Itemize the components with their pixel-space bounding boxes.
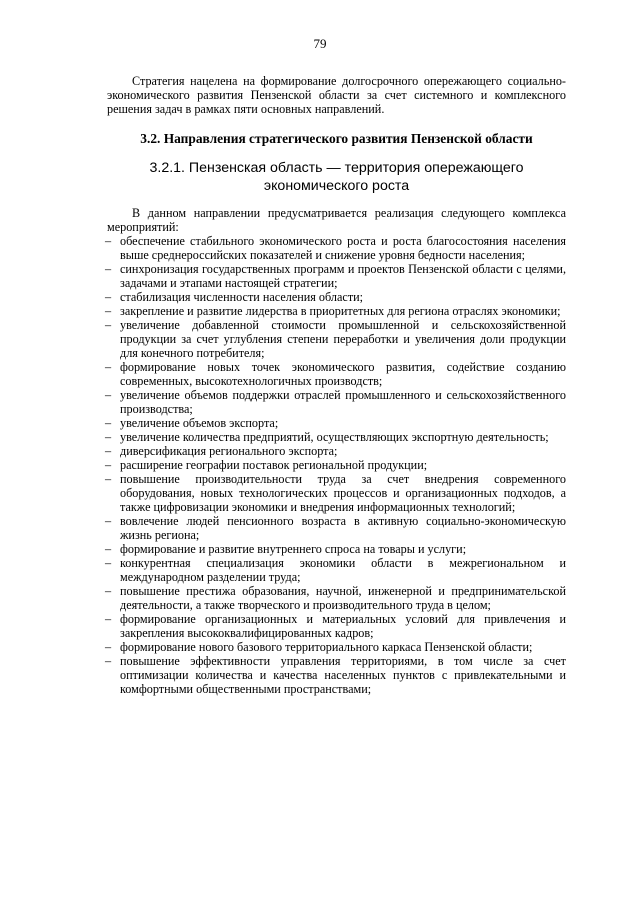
list-item [107,640,566,654]
bullet-dash: – [105,262,112,276]
list-item-text: вовлечение людей пенсионного возраста в активную социально-экономическую жизнь региона; [120,514,566,542]
bullet-dash: – [105,612,112,626]
list-item-text: увеличение добавленной стоимости промышленной и сельскохозяйственной продукции за счет углубления степени переработки и увеличения доли продукции для конечного потребителя; [120,318,566,360]
list-item [107,654,566,696]
list-item-text: повышение престижа образования, научной, инженерной и предпринимательской деятельности, а также творческого и производительного труда в целом; [120,584,566,612]
list-item [107,542,566,556]
list-item [107,584,566,612]
list-item-text: стабилизация численности населения области; [120,290,364,304]
list-item [107,556,566,584]
section-heading: 3.2. Направления стратегического развития Пензенской области [140,131,533,146]
list-item-text: обеспечение стабильного экономического роста и роста благосостояния населения выше среднероссийских показателей и снижение уровня бедности населения; [120,234,566,262]
list-item [107,612,566,640]
list-item [107,304,566,318]
list-item-text: расширение географии поставок региональной продукции; [120,458,428,472]
list-item-text: формирование организационных и материальных условий для привлечения и закрепления высококвалифицированных кадров; [120,612,566,640]
list-item-text: синхронизация государственных программ и проектов Пензенской области с целями, задачами и этапами настоящей стратегии; [120,262,566,290]
bullet-dash: – [105,458,112,472]
bullet-dash: – [105,430,112,444]
bullet-dash: – [105,542,112,556]
bullet-dash: – [105,556,112,570]
list-item [107,290,566,304]
bullet-dash: – [105,654,112,668]
document-body [107,74,566,696]
list-item [107,262,566,290]
measures-list [107,234,566,696]
list-item-text: формирование и развитие внутреннего спроса на товары и услуги; [120,542,467,556]
list-item-text: конкурентная специализация экономики области в межрегиональном и международном разделении труда; [120,556,566,584]
bullet-dash: – [105,472,112,486]
list-item-text: повышение эффективности управления территориями, в том числе за счет оптимизации количества и качества населенных пунктов с привлекательными и комфортными общественными пространствами; [120,654,566,696]
list-item-text: повышение производительности труда за счет внедрения современного оборудования, новых технологических процессов и организационных подходов, а также цифровизации экономики и внедрения информационных технологий; [120,472,566,514]
list-item [107,444,566,458]
bullet-dash: – [105,360,112,374]
bullet-dash: – [105,416,112,430]
bullet-dash: – [105,584,112,598]
bullet-dash: – [105,514,112,528]
subsection-heading: 3.2.1. Пензенская область — территория опережающего экономического роста [149,160,524,194]
list-item [107,234,566,262]
list-item-text: увеличение объемов экспорта; [120,416,279,430]
list-item [107,430,566,444]
list-item-text: увеличение количества предприятий, осуществляющих экспортную деятельность; [120,430,549,444]
list-item [107,458,566,472]
bullet-dash: – [105,388,112,402]
list-item-text: формирование новых точек экономического развития, содействие созданию современных, высокотехнологичных производств; [120,360,566,388]
bullet-dash: – [105,304,112,318]
list-item-text: закрепление и развитие лидерства в приоритетных для региона отраслях экономики; [120,304,561,318]
list-item [107,318,566,360]
list-item-text: диверсификация регионального экспорта; [120,444,338,458]
list-item [107,514,566,542]
list-item [107,360,566,388]
lead-paragraph: В данном направлении предусматривается реализация следующего комплекса мероприятий: [107,206,566,234]
page-number: 79 [313,36,327,51]
bullet-dash: – [105,234,112,248]
list-item-text: формирование нового базового территориального каркаса Пензенской области; [120,640,533,654]
list-item [107,416,566,430]
bullet-dash: – [105,444,112,458]
intro-paragraph: Стратегия нацелена на формирование долгосрочного опережающего социально-экономического развития Пензенской области за счет системного и комплексного решения задач в рамках пяти основных направлений. [107,74,566,116]
list-item-text: увеличение объемов поддержки отраслей промышленного и сельскохозяйственного производства; [120,388,566,416]
list-item [107,388,566,416]
bullet-dash: – [105,640,112,654]
bullet-dash: – [105,290,112,304]
bullet-dash: – [105,318,112,332]
list-item [107,472,566,514]
